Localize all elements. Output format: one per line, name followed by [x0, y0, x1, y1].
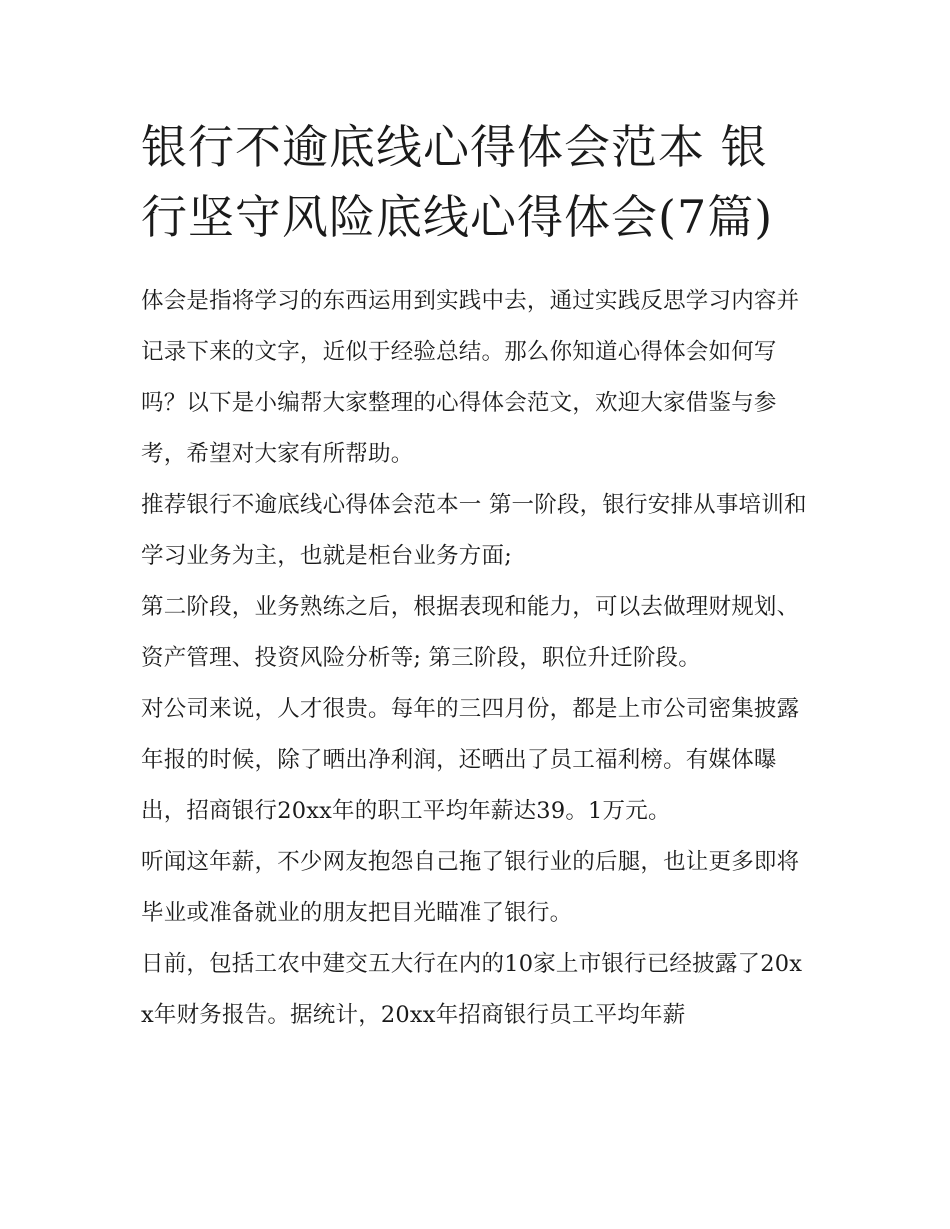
document-body — [141, 276, 813, 1041]
paragraph-banks-report: 日前，包括工农中建交五大行在内的10家上市银行已经披露了20xx年财务报告。据统计，20xx年招商银行员工平均年薪 — [141, 951, 803, 1028]
paragraph-stage-one: 推荐银行不逾底线心得体会范本一 第一阶段，银行安排从事培训和学习业务为主，也就是柜台业务方面; — [141, 492, 807, 569]
document-page — [141, 112, 813, 1041]
paragraph-netizens: 听闻这年薪，不少网友抱怨自己拖了银行业的后腿，也让更多即将毕业或准备就业的朋友把目光瞄准了银行。 — [141, 849, 800, 926]
paragraph-intro: 体会是指将学习的东西运用到实践中去，通过实践反思学习内容并记录下来的文字，近似于经验总结。那么你知道心得体会如何写吗？以下是小编帮大家整理的心得体会范文，欢迎大家借鉴与参考，希望对大家有所帮助。 — [141, 288, 800, 467]
paragraph-stage-two-three: 第二阶段，业务熟练之后，根据表现和能力，可以去做理财规划、资产管理、投资风险分析等; 第三阶段，职位升迁阶段。 — [141, 594, 800, 671]
document-title: 银行不逾底线心得体会范本 银行坚守风险底线心得体会(7篇) — [141, 120, 774, 244]
paragraph-salary: 对公司来说，人才很贵。每年的三四月份，都是上市公司密集披露年报的时候，除了晒出净利润，还晒出了员工福利榜。有媒体曝出，招商银行20xx年的职工平均年薪达39。1万元。 — [141, 696, 800, 824]
